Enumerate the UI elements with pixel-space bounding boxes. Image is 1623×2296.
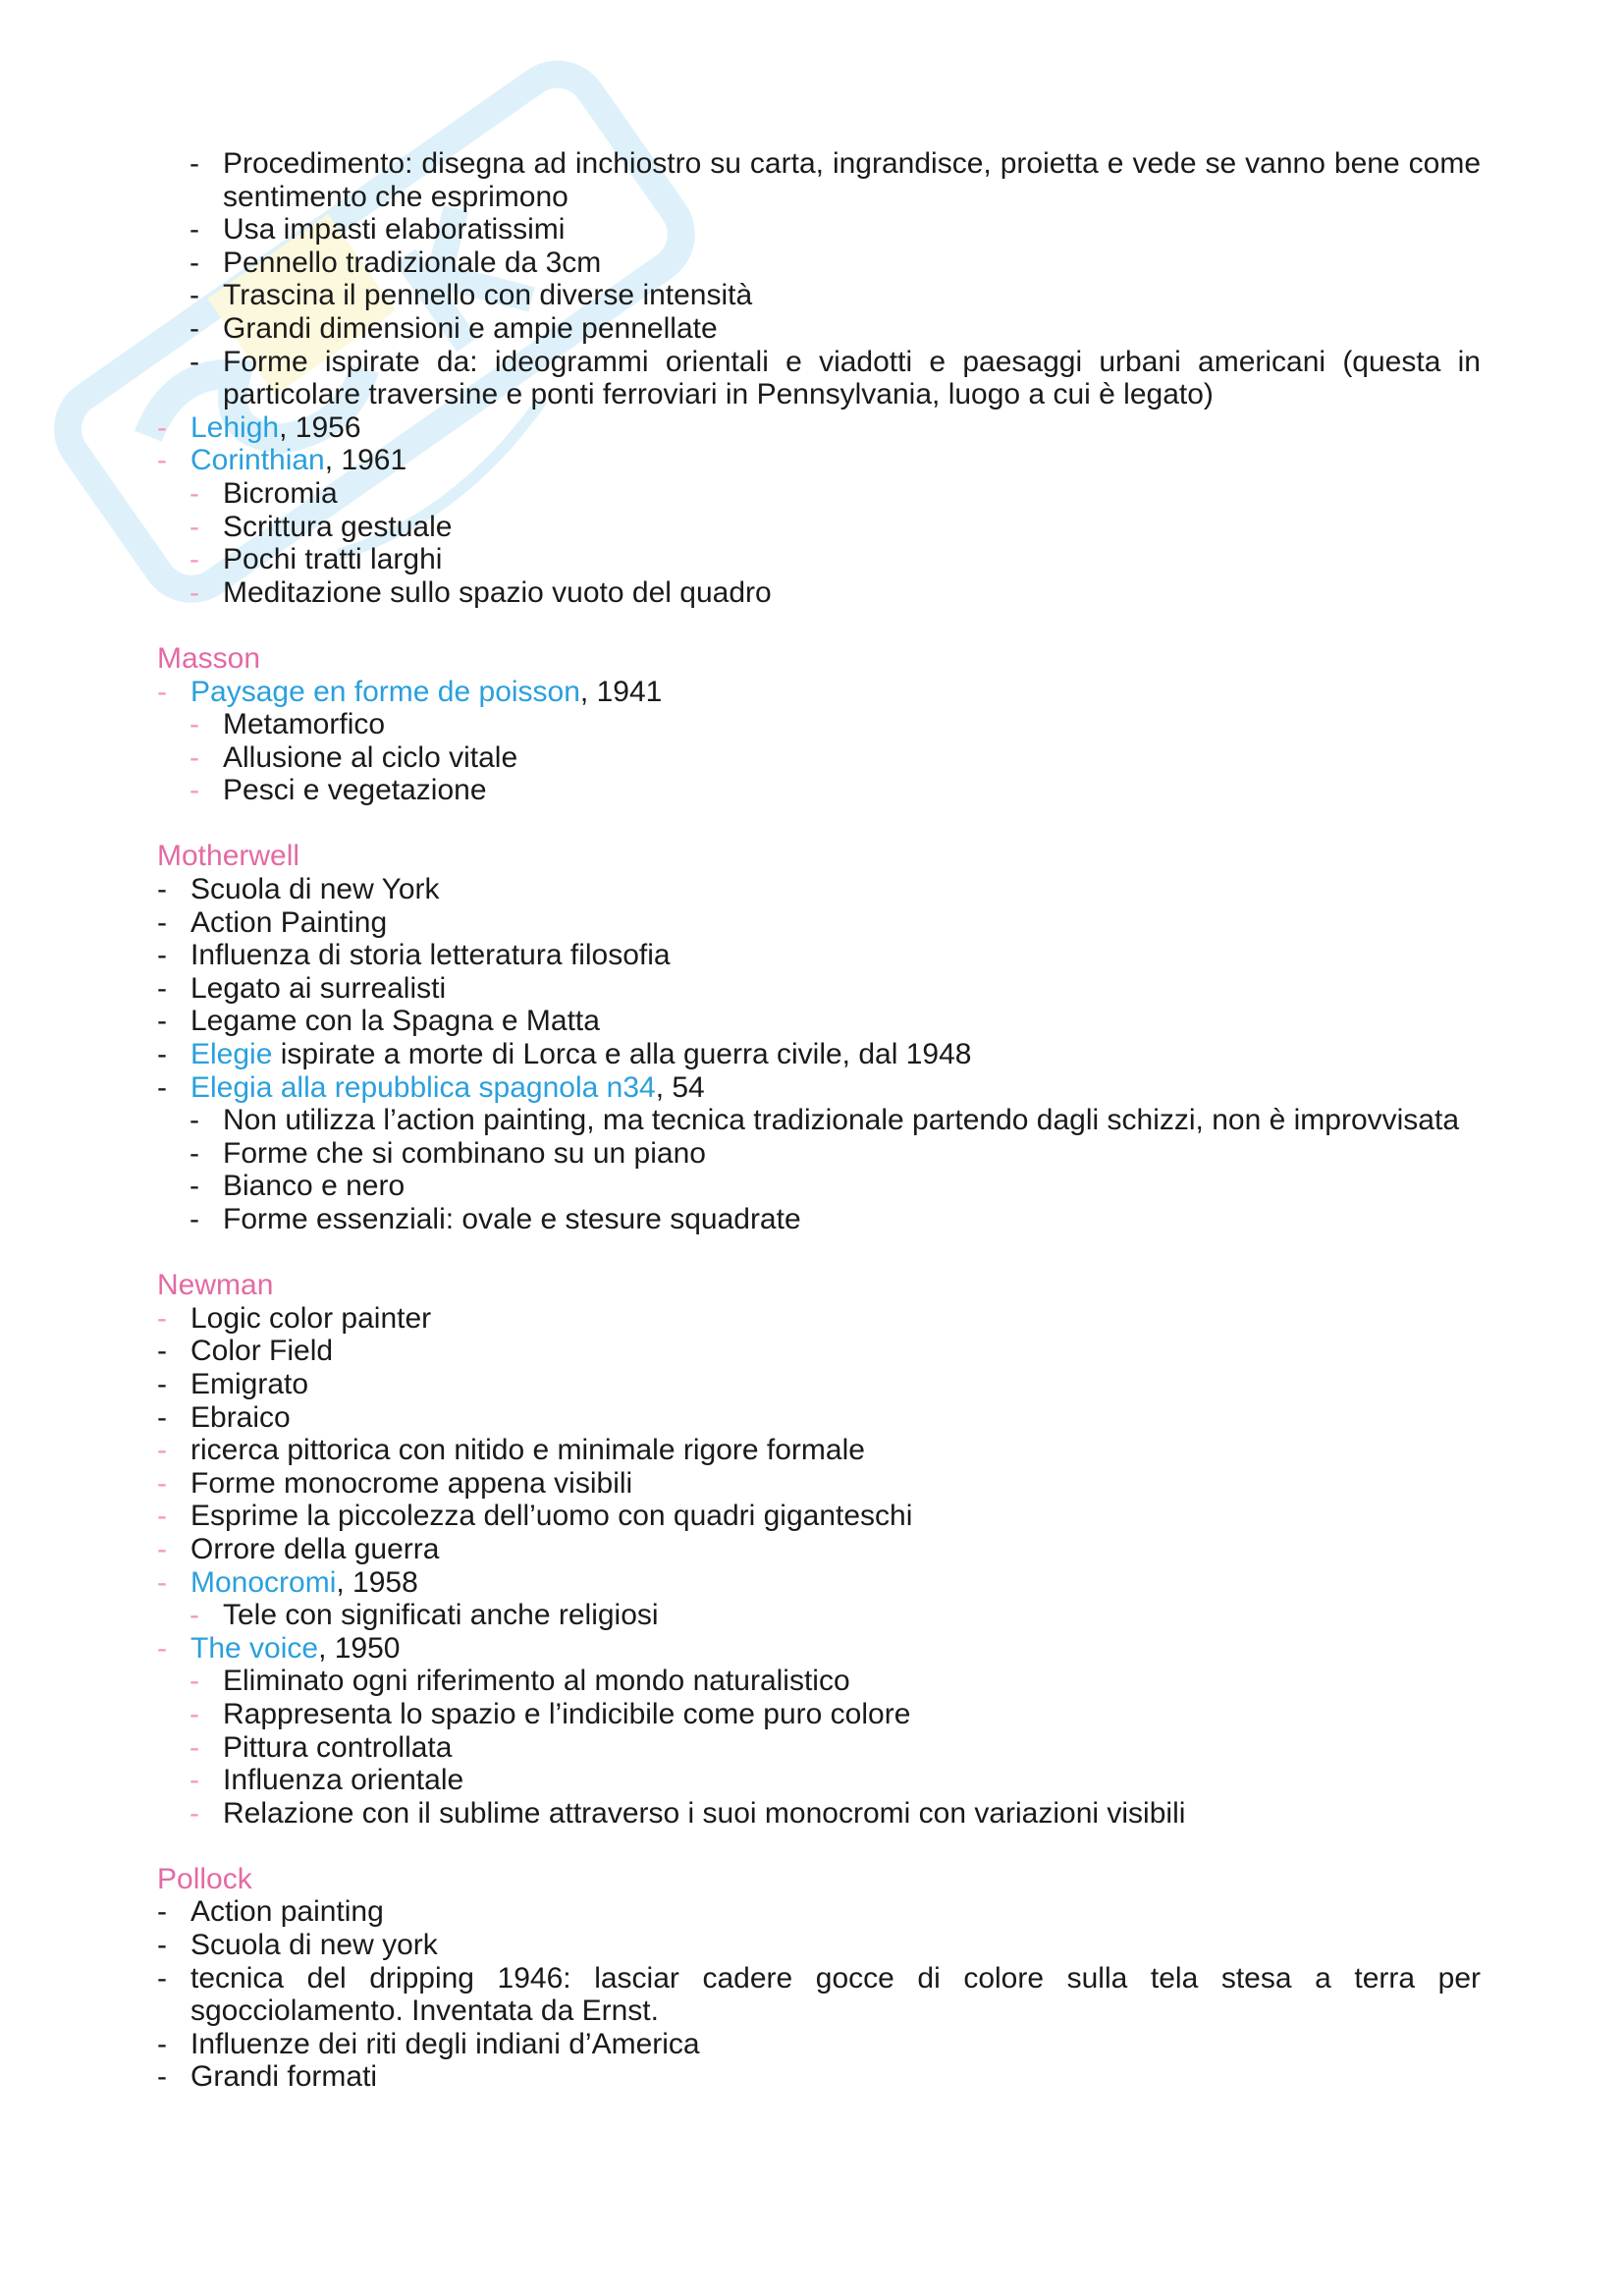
bullet-dash-icon: - xyxy=(189,740,199,774)
list-item-text: Relazione con il sublime attraverso i suoi monocromi con variazioni visibili xyxy=(223,1796,1186,1830)
bullet-dash-icon: - xyxy=(189,1136,199,1170)
list-item xyxy=(157,1071,1481,1105)
list-item-text: Influenza orientale xyxy=(223,1764,464,1797)
list-item-text: Influenze dei riti degli indiani d’America xyxy=(190,2027,700,2060)
list-item xyxy=(157,1797,1481,1831)
list-item-text: Legame con la Spagna e Matta xyxy=(190,1005,600,1038)
list-item xyxy=(157,676,1481,709)
list-item xyxy=(157,411,1481,445)
bullet-dash-icon: - xyxy=(189,1170,199,1203)
section-gap xyxy=(157,1830,1481,1863)
list-item xyxy=(157,1500,1481,1533)
list-item-text: tecnica del dripping 1946: lasciar cadere gocce di colore sulla tela stesa a terra per sgocciolamento. Inventata da Ernst. xyxy=(190,1961,1481,2028)
bullet-dash-icon: - xyxy=(189,510,199,543)
bullet-dash-icon: - xyxy=(189,1764,199,1797)
list-item-text: Non utilizza l’action painting, ma tecnica tradizionale partendo dagli schizzi, non è improvvisata xyxy=(223,1104,1460,1137)
list-item-text: Pittura controllata xyxy=(223,1730,453,1764)
list-item-text: Meditazione sullo spazio vuoto del quadro xyxy=(223,575,772,609)
list-item-text: ricerca pittorica con nitido e minimale rigore formale xyxy=(190,1434,865,1467)
list-item xyxy=(157,1005,1481,1038)
bullet-dash-icon: - xyxy=(189,1203,199,1235)
bullet-dash-icon: - xyxy=(189,345,199,378)
list-item-text: Tele con significati anche religiosi xyxy=(223,1599,659,1632)
bullet-dash-icon: - xyxy=(157,939,167,972)
list-item xyxy=(157,444,1481,477)
list-item-text: Grandi formati xyxy=(190,2060,378,2094)
bullet-dash-icon: - xyxy=(189,147,199,180)
list-item-text: Bicromia xyxy=(223,476,338,510)
list-item xyxy=(157,346,1481,411)
list-item xyxy=(157,1566,1481,1600)
list-item xyxy=(157,1632,1481,1666)
bullet-dash-icon: - xyxy=(157,1070,167,1104)
list-item-text: Influenza di storia letteratura filosofia xyxy=(190,939,671,972)
list-item xyxy=(157,1203,1481,1236)
bullet-dash-icon: - xyxy=(157,410,167,444)
list-item-text: Pochi tratti larghi xyxy=(223,543,443,576)
list-item xyxy=(157,1764,1481,1797)
bullet-dash-icon: - xyxy=(189,774,199,807)
bullet-dash-icon: - xyxy=(157,444,167,477)
list-item xyxy=(157,774,1481,807)
artwork-title: Elegie xyxy=(190,1038,273,1071)
list-item-text: Metamorfico xyxy=(223,708,386,741)
list-item xyxy=(157,147,1481,213)
list-item-text: Scrittura gestuale xyxy=(223,510,453,543)
list-item-text: Legato ai surrealisti xyxy=(190,971,447,1005)
bullet-dash-icon: - xyxy=(157,873,167,906)
artwork-title: Lehigh xyxy=(190,410,280,444)
artwork-title: Elegia alla repubblica spagnola n34 xyxy=(190,1070,656,1104)
bullet-dash-icon: - xyxy=(157,1929,167,1962)
list-item xyxy=(157,576,1481,610)
bullet-dash-icon: - xyxy=(189,1697,199,1730)
bullet-dash-icon: - xyxy=(157,1400,167,1434)
bullet-dash-icon: - xyxy=(189,1104,199,1137)
bullet-dash-icon: - xyxy=(157,905,167,939)
bullet-dash-icon: - xyxy=(189,213,199,246)
list-item xyxy=(157,246,1481,280)
bullet-dash-icon: - xyxy=(189,311,199,345)
list-item xyxy=(157,1895,1481,1929)
bullet-dash-icon: - xyxy=(157,1005,167,1038)
list-item xyxy=(157,2028,1481,2061)
list-item-text: Emigrato xyxy=(190,1367,309,1400)
document-page xyxy=(157,147,1481,2094)
list-item xyxy=(157,1170,1481,1203)
list-item xyxy=(157,1302,1481,1336)
bullet-dash-icon: - xyxy=(157,2027,167,2060)
list-item xyxy=(157,741,1481,775)
list-item xyxy=(157,972,1481,1006)
bullet-dash-icon: - xyxy=(157,675,167,708)
list-item-text: Forme che si combinano su un piano xyxy=(223,1136,706,1170)
bullet-dash-icon: - xyxy=(157,1961,167,1995)
list-item xyxy=(157,1401,1481,1435)
bullet-dash-icon: - xyxy=(157,1038,167,1071)
list-item-text: Rappresenta lo spazio e l’indicibile come puro colore xyxy=(223,1697,911,1730)
list-item-text: Eliminato ogni riferimento al mondo naturalistico xyxy=(223,1665,850,1698)
list-item-text: Procedimento: disegna ad inchiostro su carta, ingrandisce, proietta e vede se vanno bene come sentimento che esprimono xyxy=(223,147,1481,213)
section-gap xyxy=(157,807,1481,841)
bullet-dash-icon: - xyxy=(189,543,199,576)
list-item-text: Trascina il pennello con diverse intensità xyxy=(223,279,753,312)
list-item-text: Action painting xyxy=(190,1895,384,1929)
section-heading: Motherwell xyxy=(157,840,300,873)
bullet-dash-icon: - xyxy=(189,1665,199,1698)
bullet-dash-icon: - xyxy=(157,1895,167,1929)
list-item-text: Forme essenziali: ovale e stesure squadrate xyxy=(223,1203,801,1235)
list-item xyxy=(157,2060,1481,2094)
section-heading: Newman xyxy=(157,1269,274,1302)
list-item-text: Orrore della guerra xyxy=(190,1532,440,1565)
section-heading: Pollock xyxy=(157,1862,252,1895)
list-item-text: Scuola di new york xyxy=(190,1929,438,1962)
list-item xyxy=(157,279,1481,312)
list-item xyxy=(157,1665,1481,1698)
list-item-text: Color Field xyxy=(190,1335,334,1368)
list-item xyxy=(157,708,1481,741)
artwork-title: Corinthian xyxy=(190,444,325,477)
list-item xyxy=(157,1962,1481,2028)
list-item xyxy=(157,1929,1481,1962)
list-item-text: Esprime la piccolezza dell’uomo con quadri giganteschi xyxy=(190,1500,913,1533)
list-item xyxy=(157,939,1481,972)
bullet-dash-icon: - xyxy=(157,1532,167,1565)
artwork-title: Monocromi xyxy=(190,1565,337,1599)
list-item-text: Ebraico xyxy=(190,1400,291,1434)
artwork-title: The voice xyxy=(190,1631,319,1665)
list-item-text: Pennello tradizionale da 3cm xyxy=(223,246,602,279)
list-item-text: , 1950 xyxy=(318,1631,401,1665)
bullet-dash-icon: - xyxy=(157,971,167,1005)
list-item-text: Logic color painter xyxy=(190,1301,432,1335)
list-item xyxy=(157,1104,1481,1137)
list-item xyxy=(157,312,1481,346)
section-gap xyxy=(157,609,1481,642)
list-item xyxy=(157,1467,1481,1501)
bullet-dash-icon: - xyxy=(157,1466,167,1500)
list-item-text: Forme ispirate da: ideogrammi orientali e viadotti e paesaggi urbani americani (questa in particolare traversine e ponti ferroviari in Pennsylvania, luogo a cui è legato) xyxy=(223,345,1481,411)
bullet-dash-icon: - xyxy=(157,1565,167,1599)
list-item xyxy=(157,1698,1481,1731)
section-gap xyxy=(157,1236,1481,1270)
list-item xyxy=(157,906,1481,940)
list-item xyxy=(157,1599,1481,1632)
list-item xyxy=(157,1533,1481,1566)
bullet-dash-icon: - xyxy=(157,1335,167,1368)
list-item xyxy=(157,873,1481,906)
list-item xyxy=(157,1731,1481,1765)
list-item xyxy=(157,1368,1481,1401)
artwork-title: Paysage en forme de poisson xyxy=(190,675,580,708)
list-item-text: Scuola di new York xyxy=(190,873,440,906)
bullet-dash-icon: - xyxy=(189,279,199,312)
bullet-dash-icon: - xyxy=(189,1730,199,1764)
list-item-text: , 1958 xyxy=(336,1565,418,1599)
bullet-dash-icon: - xyxy=(157,1631,167,1665)
list-item-text: , 1961 xyxy=(324,444,407,477)
list-item-text: , 54 xyxy=(655,1070,705,1104)
section-heading: Masson xyxy=(157,641,261,675)
bullet-dash-icon: - xyxy=(189,1599,199,1632)
bullet-dash-icon: - xyxy=(189,575,199,609)
list-item xyxy=(157,1335,1481,1368)
list-item-text: Grandi dimensioni e ampie pennellate xyxy=(223,311,718,345)
bullet-dash-icon: - xyxy=(189,708,199,741)
bullet-dash-icon: - xyxy=(157,1500,167,1533)
list-item-text: Action Painting xyxy=(190,905,388,939)
list-item-text: Bianco e nero xyxy=(223,1170,406,1203)
bullet-dash-icon: - xyxy=(189,476,199,510)
list-item xyxy=(157,1038,1481,1071)
list-item-text: Pesci e vegetazione xyxy=(223,774,487,807)
list-item-text: Usa impasti elaboratissimi xyxy=(223,213,566,246)
list-item xyxy=(157,511,1481,544)
list-item xyxy=(157,1434,1481,1467)
bullet-dash-icon: - xyxy=(157,2060,167,2094)
list-item-text: Forme monocrome appena visibili xyxy=(190,1466,633,1500)
list-item-text: , 1956 xyxy=(279,410,361,444)
list-item xyxy=(157,477,1481,511)
list-item xyxy=(157,1137,1481,1171)
bullet-dash-icon: - xyxy=(157,1434,167,1467)
list-item-text: , 1941 xyxy=(579,675,663,708)
list-item xyxy=(157,213,1481,246)
bullet-dash-icon: - xyxy=(157,1301,167,1335)
bullet-dash-icon: - xyxy=(189,246,199,279)
bullet-dash-icon: - xyxy=(189,1796,199,1830)
list-item xyxy=(157,543,1481,576)
bullet-dash-icon: - xyxy=(157,1367,167,1400)
list-item-text: Allusione al ciclo vitale xyxy=(223,740,518,774)
list-item-text: ispirate a morte di Lorca e alla guerra civile, dal 1948 xyxy=(272,1038,972,1071)
